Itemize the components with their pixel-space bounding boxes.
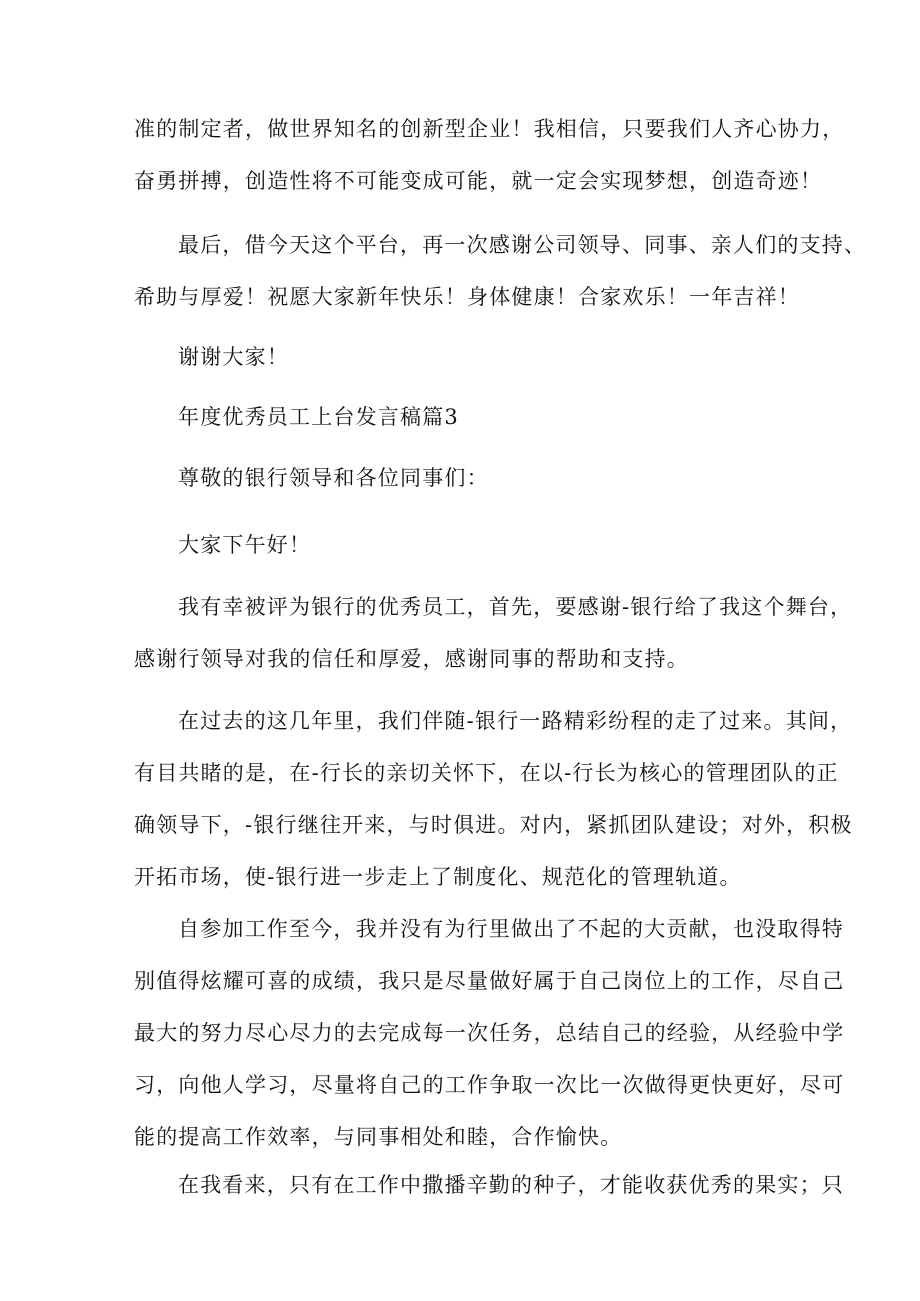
section-heading [134, 404, 794, 431]
text-line: 别值得炫耀可喜的成绩，我只是尽量做好属于自己岗位上的工作，尽自己 [134, 969, 845, 993]
text-line: 谢谢大家！ [178, 345, 289, 369]
text-line: 最后，借今天这个平台，再一次感谢公司领导、同事、亲人们的支持、 [178, 233, 867, 257]
text-line: 尊敬的银行领导和各位同事们： [178, 466, 489, 490]
paragraph-10 [134, 1172, 844, 1199]
greeting [134, 532, 794, 559]
text-line: 自参加工作至今，我并没有为行里做出了不起的大贡献，也没取得特 [178, 917, 844, 941]
text-line: 年度优秀员工上台发言稿篇3 [178, 405, 459, 429]
text-line: 有目共睹的是，在-行长的亲切关怀下，在以-行长为核心的管理团队的正 [134, 761, 839, 785]
text-line: 在我看来，只有在工作中撒播辛勤的种子，才能收获优秀的果实；只 [178, 1173, 844, 1197]
text-line: 开拓市场，使-银行进一步走上了制度化、规范化的管理轨道。 [134, 865, 742, 889]
text-line: 能的提高工作效率，与同事相处和睦，合作愉快。 [134, 1125, 623, 1149]
paragraph-1 [134, 116, 845, 195]
text-line: 在过去的这几年里，我们伴随-银行一路精彩纷程的走了过来。其间， [178, 709, 853, 733]
text-line: 感谢行领导对我的信任和厚爱，感谢同事的帮助和支持。 [134, 647, 689, 671]
text-line: 准的制定者，做世界知名的创新型企业！我相信，只要我们人齐心协力， [134, 117, 845, 141]
paragraph-9 [134, 916, 845, 1151]
text-line: 希助与厚爱！祝愿大家新年快乐！身体健康！合家欢乐！一年吉祥！ [134, 285, 800, 309]
text-line: 我有幸被评为银行的优秀员工，首先，要感谢-银行给了我这个舞台， [178, 595, 853, 619]
paragraph-8 [134, 708, 853, 891]
salutation [134, 465, 794, 492]
paragraph-2 [134, 232, 867, 311]
paragraph-3 [134, 344, 794, 371]
text-line: 最大的努力尽心尽力的去完成每一次任务，总结自己的经验，从经验中学 [134, 1021, 845, 1045]
text-line: 奋勇拼搏，创造性将不可能变成可能，就一定会实现梦想，创造奇迹！ [134, 169, 823, 193]
text-line: 习，向他人学习，尽量将自己的工作争取一次比一次做得更快更好，尽可 [134, 1073, 845, 1097]
text-line: 确领导下，-银行继往开来，与时俱进。对内，紧抓团队建设；对外，积极 [134, 813, 853, 837]
text-line: 大家下午好！ [178, 533, 312, 557]
paragraph-7 [134, 594, 853, 673]
